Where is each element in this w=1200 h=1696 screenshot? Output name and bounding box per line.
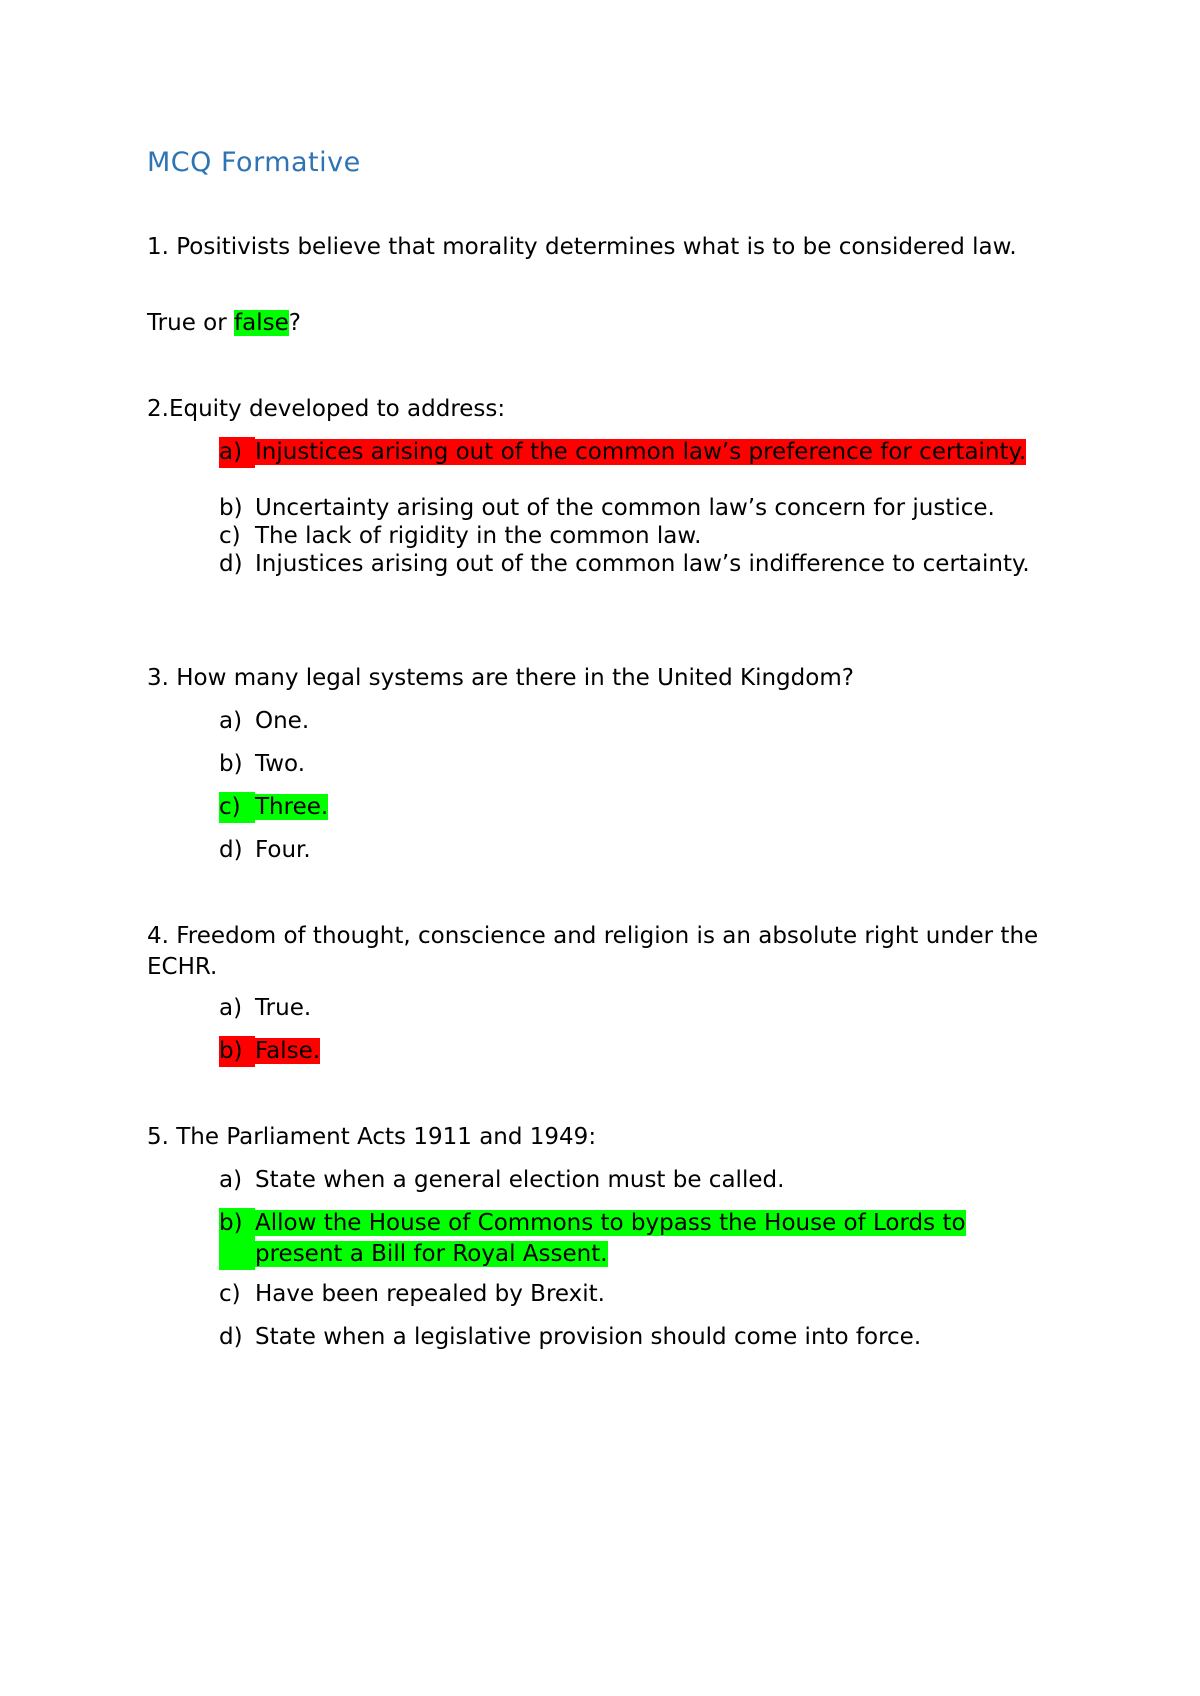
option-text: [255, 1036, 1049, 1067]
page-title: MCQ Formative: [147, 147, 361, 178]
question-1-answer-highlight: false: [234, 310, 289, 336]
option-text: State when a general election must be called.: [255, 1167, 785, 1193]
option-letter: a): [219, 708, 243, 734]
option-letter: c): [219, 1281, 241, 1307]
question-3-option-c: [219, 792, 1049, 823]
question-1-answer-prefix: True or: [147, 310, 235, 336]
option-text: Have been repealed by Brexit.: [255, 1281, 605, 1307]
question-4-text: 4. Freedom of thought, conscience and religion is an absolute right under the ECHR.: [147, 923, 1039, 980]
option-letter: b): [219, 751, 243, 777]
option-text: Two.: [255, 751, 306, 777]
option-text-highlight: Allow the House of Commons to bypass the House of Lords to present a Bill for Royal Assent.: [255, 1210, 966, 1267]
option-text: Four.: [255, 837, 311, 863]
option-text: The lack of rigidity in the common law.: [255, 523, 702, 549]
question-1-text: 1. Positivists believe that morality determines what is to be considered law.: [147, 234, 1017, 260]
question-5-option-b: [219, 1208, 1049, 1270]
question-3-option-a: [219, 706, 1049, 737]
option-letter: d): [219, 551, 243, 577]
option-letter: a): [219, 1167, 243, 1193]
option-letter: b): [219, 1208, 255, 1270]
option-letter: d): [219, 837, 243, 863]
question-5-text: 5. The Parliament Acts 1911 and 1949:: [147, 1124, 597, 1150]
question-2-option-a: [219, 437, 1049, 468]
option-text-highlight: Injustices arising out of the common law’s preference for certainty.: [255, 439, 1027, 465]
question-3-text: 3. How many legal systems are there in the United Kingdom?: [147, 665, 854, 691]
option-letter: a): [219, 437, 255, 468]
question-4-option-a: [219, 993, 1049, 1024]
option-letter: c): [219, 792, 255, 823]
option-text: [255, 1208, 1049, 1270]
question-2-option-c: [219, 521, 1049, 552]
question-3-option-b: [219, 749, 1049, 780]
question-3-option-d: [219, 835, 1049, 866]
option-letter: c): [219, 523, 241, 549]
question-2-option-b: [219, 493, 1049, 524]
option-letter: b): [219, 495, 243, 521]
question-5-option-a: [219, 1165, 1049, 1196]
option-text: Uncertainty arising out of the common law’s concern for justice.: [255, 495, 995, 521]
option-letter: d): [219, 1324, 243, 1350]
question-2-option-d: [219, 549, 1049, 580]
option-text: Injustices arising out of the common law’s indifference to certainty.: [255, 551, 1030, 577]
option-letter: b): [219, 1036, 255, 1067]
option-text: State when a legislative provision should come into force.: [255, 1324, 922, 1350]
option-text: [255, 792, 1049, 823]
option-text-highlight: False.: [255, 1038, 321, 1064]
question-4-option-b: [219, 1036, 1049, 1067]
question-1-answer: [147, 308, 1047, 339]
option-text: True.: [255, 995, 312, 1021]
question-5-option-d: [219, 1322, 1049, 1353]
option-letter: a): [219, 995, 243, 1021]
question-2-text: 2.Equity developed to address:: [147, 396, 506, 422]
option-text-highlight: Three.: [255, 794, 329, 820]
question-5-option-c: [219, 1279, 1049, 1310]
option-text: [255, 437, 1049, 468]
question-1-answer-suffix: ?: [288, 310, 301, 336]
option-text: One.: [255, 708, 310, 734]
